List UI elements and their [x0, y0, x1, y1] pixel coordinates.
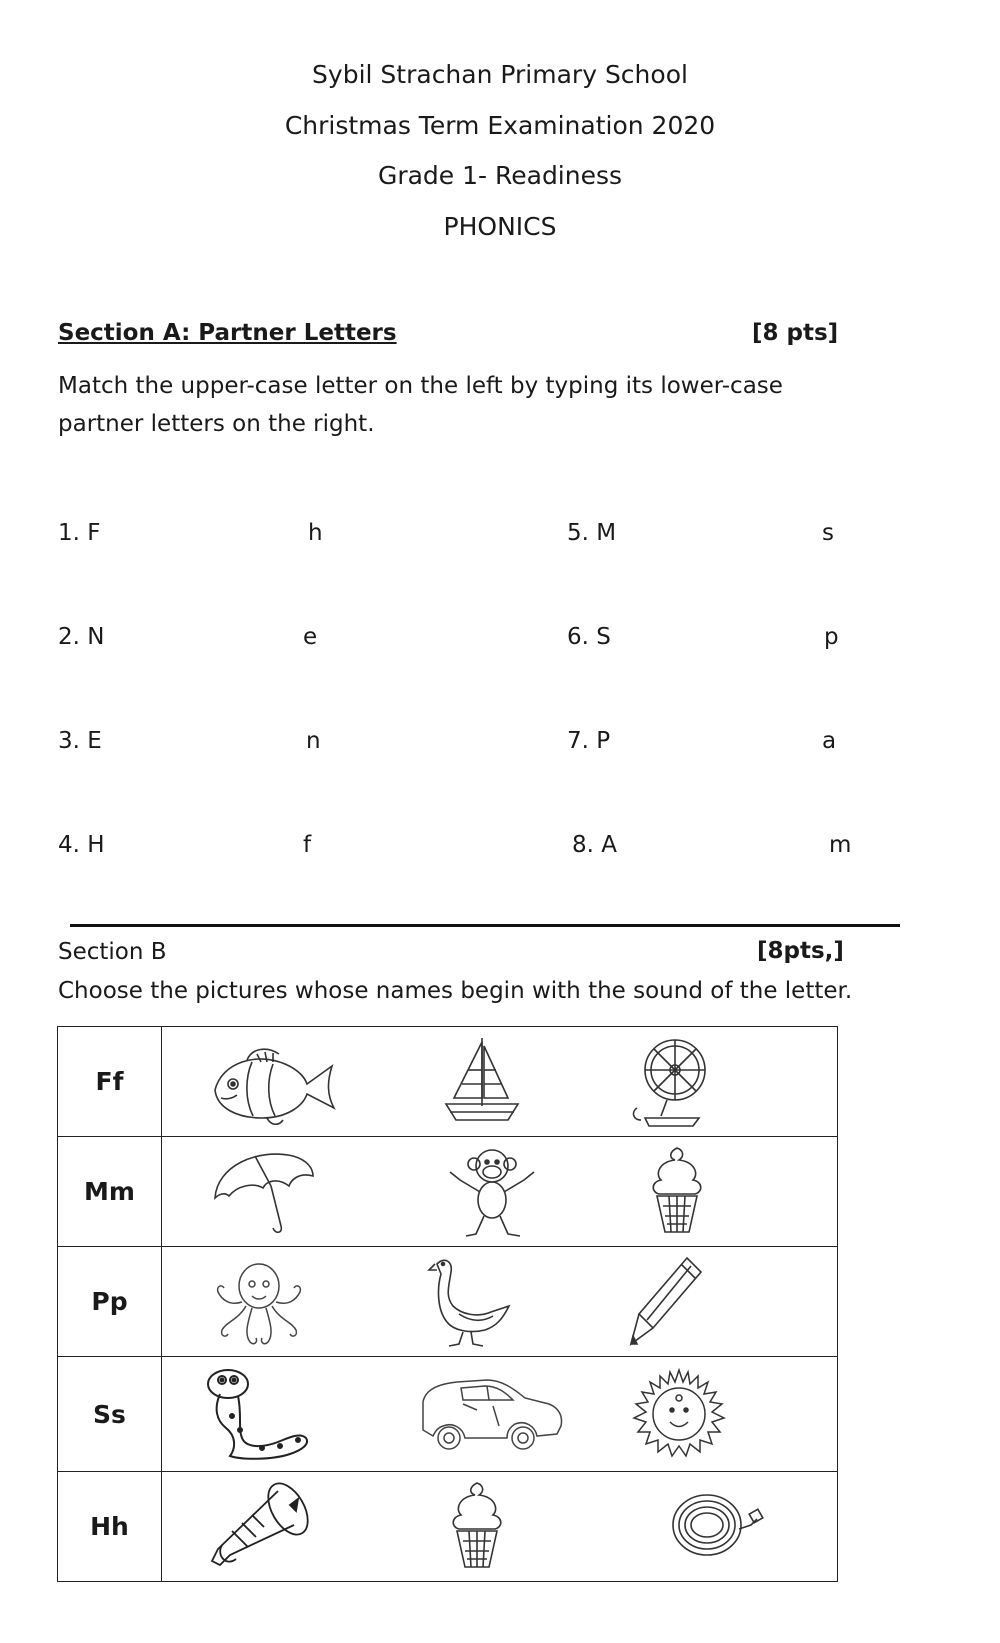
- picture-row-ff: [58, 1027, 838, 1137]
- pencil-picture: [627, 1252, 707, 1352]
- section-a-title: Section A: Partner Letters: [58, 320, 397, 346]
- match-lower-5: s: [822, 520, 834, 546]
- row-letter-ss: Ss: [58, 1357, 162, 1472]
- sailboat-picture: [442, 1034, 522, 1129]
- school-name: Sybil Strachan Primary School: [312, 60, 688, 89]
- section-a-instructions-line2: partner letters on the right.: [58, 411, 375, 437]
- match-lower-6: p: [824, 624, 839, 650]
- match-upper-5: 5. M: [567, 520, 617, 546]
- picture-row-hh: [58, 1472, 838, 1582]
- match-upper-4: 4. H: [58, 832, 105, 858]
- umbrella-picture: [207, 1146, 317, 1236]
- goose-picture: [427, 1252, 517, 1350]
- row-letter-ff: Ff: [58, 1027, 162, 1137]
- ice-cream-picture: [447, 1479, 507, 1574]
- match-lower-4: f: [303, 832, 312, 858]
- match-lower-7: a: [822, 728, 837, 754]
- match-lower-2: e: [303, 624, 318, 650]
- ice-cream-picture: [647, 1144, 707, 1239]
- row-letter-hh: Hh: [58, 1472, 162, 1582]
- section-b-points: [8pts,]: [757, 938, 844, 964]
- monkey-picture: [442, 1142, 542, 1242]
- picture-row-mm: [58, 1137, 838, 1247]
- trumpet-picture: [202, 1475, 312, 1575]
- row-letter-mm: Mm: [58, 1137, 162, 1247]
- match-upper-1: 1. F: [58, 520, 101, 546]
- match-upper-8: 8. A: [572, 832, 617, 858]
- section-a-points: [8 pts]: [752, 320, 839, 346]
- match-lower-8: m: [829, 832, 852, 858]
- section-b-instructions: Choose the pictures whose names begin with the sound of the letter.: [58, 978, 853, 1004]
- picture-row-ss: [58, 1357, 838, 1472]
- fan-picture: [627, 1034, 712, 1129]
- grade-title: Grade 1- Readiness: [377, 161, 623, 190]
- section-divider: [70, 924, 900, 927]
- match-upper-2: 2. N: [58, 624, 105, 650]
- car-picture: [417, 1370, 567, 1455]
- subject-title: PHONICS: [443, 212, 557, 241]
- picture-table: [57, 1026, 838, 1582]
- match-upper-3: 3. E: [58, 728, 102, 754]
- hose-picture: [667, 1485, 767, 1565]
- snake-picture: [202, 1364, 317, 1464]
- section-b-title: Section B: [58, 939, 167, 965]
- row-letter-pp: Pp: [58, 1247, 162, 1357]
- section-a-instructions-line1: Match the upper-case letter on the left by typing its lower-case: [58, 373, 783, 399]
- sun-picture: [632, 1364, 727, 1464]
- match-upper-7: 7. P: [567, 728, 611, 754]
- octopus-picture: [212, 1256, 307, 1348]
- match-lower-1: h: [308, 520, 323, 546]
- match-upper-6: 6. S: [567, 624, 611, 650]
- picture-row-pp: [58, 1247, 838, 1357]
- exam-title: Christmas Term Examination 2020: [284, 111, 716, 140]
- fish-picture[interactable]: [207, 1040, 342, 1125]
- match-lower-3: n: [306, 728, 321, 754]
